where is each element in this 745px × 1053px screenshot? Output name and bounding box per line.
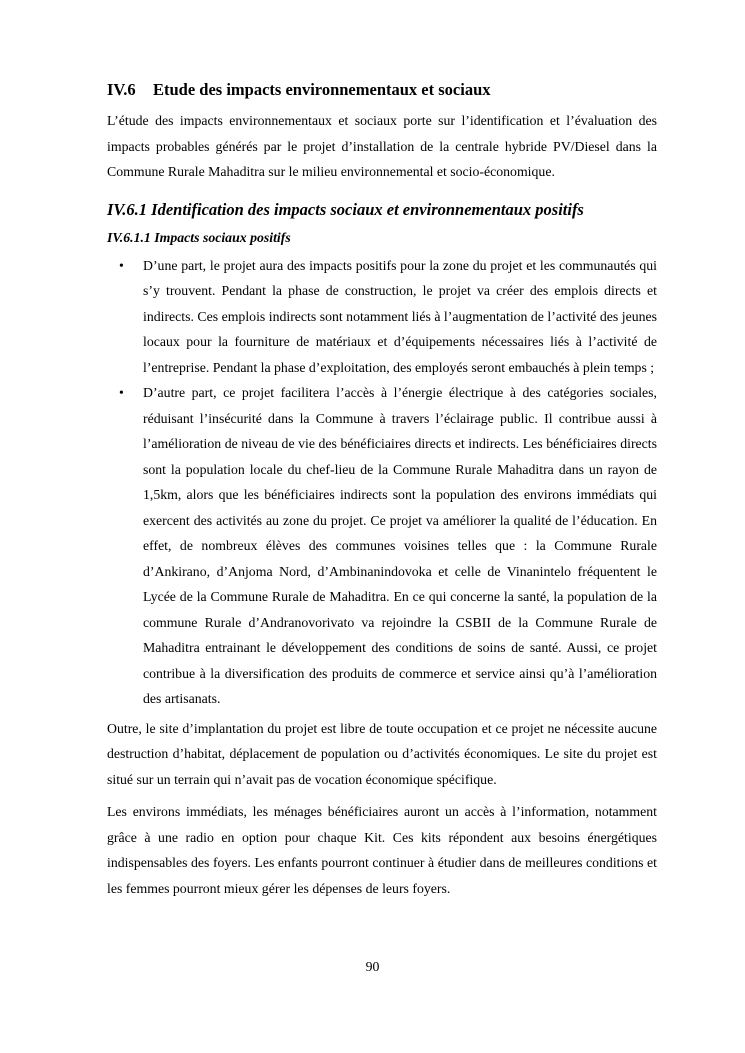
bullet-icon: • — [119, 385, 124, 400]
list-item — [107, 253, 657, 381]
page-number: 90 — [365, 959, 380, 974]
bullet-text: D’une part, le projet aura des impacts positifs pour la zone du projet et les communautés qui s’y trouvent. Pendant la phase de construction, le projet va créer des emplois directs et indirects. Ces emplois indirects sont notamment liés à l’augmentation de l’activité des jeunes locaux pour la fourniture de matériaux et d’équipements nécessaires liés à l’activité de l’entreprise. Pendant la phase d’exploitation, des employés seront embauchés à plein temps ; — [143, 257, 657, 375]
body-paragraph: Les environs immédiats, les ménages bénéficiaires auront un accès à l’information, notamment grâce à une radio en option pour chaque Kit. Ces kits répondent aux besoins énergétiques indispensables des foyers. Les enfants pourront continuer à étudier dans de meilleures conditions et les femmes pourront mieux gérer les dépenses de leurs foyers. — [107, 804, 657, 896]
bullet-list — [107, 253, 657, 712]
section-number: IV.6 — [107, 80, 136, 99]
subsubsection-heading: IV.6.1.1 Impacts sociaux positifs — [107, 229, 291, 245]
section-intro-paragraph: L’étude des impacts environnementaux et sociaux porte sur l’identification et l’évaluation des impacts probables générés par le projet d’installation de la centrale hybride PV/Diesel dans la Commune Rurale Mahaditra sur le milieu environnemental et socio-économique. — [107, 113, 657, 179]
page-content — [107, 78, 657, 901]
bullet-icon: • — [119, 257, 124, 273]
bullet-text: D’autre part, ce projet facilitera l’accès à l’énergie électrique à des catégories sociales, réduisant l’insécurité dans la Commune à travers l’éclairage public. Il contribue aussi à l’amélioration de niveau de vie des bénéficiaires directs et indirects. Les bénéficiaires directs sont la population locale du chef-lieu de la Commune Rurale Mahaditra dans un rayon de 1,5km, alors que les bénéficiaires indirects sont la population des environs immédiats qui exercent des activités au zone du projet. Ce projet va améliorer la qualité de l’éducation. En effet, de nombreux élèves des communes voisines telles que : la Commune Rurale d’Ankirano, d’Anjoma Nord, d’Ambinanindovoka et celle de Vinanintelo fréquentent le Lycée de la Commune Rurale de Mahaditra. En ce qui concerne la santé, la population de la commune Rurale d’Andranovorivato va rejoindre la CSBII de la Commune Rurale de Mahaditra entrainant le développement des conditions de soins de santé. Aussi, ce projet contribue à la diversification des produits de commerce et service ainsi qu’à l’amélioration des artisanats. — [143, 385, 657, 706]
section-heading — [107, 78, 657, 102]
body-paragraph: Outre, le site d’implantation du projet est libre de toute occupation et ce projet ne nécessite aucune destruction d’habitat, déplacement de population ou d’activités économiques. Le site du projet est situé sur un terrain qui n’avait pas de vocation économique spécifique. — [107, 720, 657, 787]
list-item — [107, 380, 657, 712]
subsection-heading: IV.6.1 Identification des impacts sociaux et environnementaux positifs — [107, 199, 584, 219]
section-title: Etude des impacts environnementaux et sociaux — [153, 80, 491, 99]
